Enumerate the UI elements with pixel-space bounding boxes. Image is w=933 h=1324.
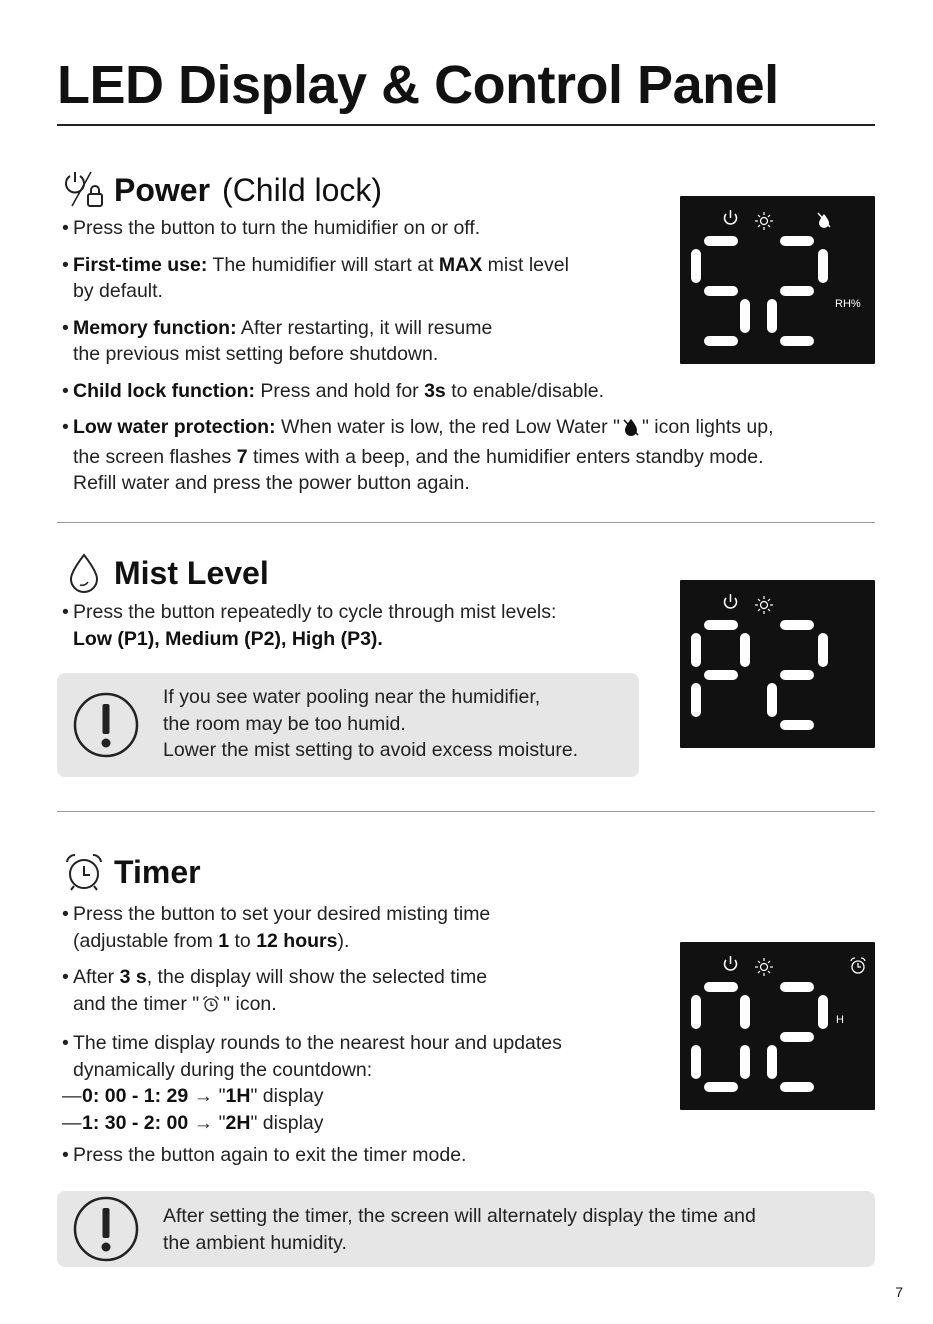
low-water-icon xyxy=(818,213,830,228)
alarm-clock-inline-icon xyxy=(202,994,220,1021)
digit-0 xyxy=(691,982,750,1092)
digit-2 xyxy=(767,620,828,730)
page-title: LED Display & Control Panel xyxy=(57,55,779,115)
mist-note-line-3: Lower the mist setting to avoid excess moisture. xyxy=(163,739,579,761)
display-unit-h: H xyxy=(836,1014,844,1026)
power-bullet-2: • First-time use: The humidifier will start at MAX mist level by default. xyxy=(62,252,892,305)
timer-bullet-1: • Press the button to set your desired misting time (adjustable from 1 to 12 hours). xyxy=(62,901,662,954)
mist-note-line-2: the room may be too humid. xyxy=(163,712,406,735)
mist-bullet-1: • Press the button repeatedly to cycle through mist levels: Low (P1), Medium (P2), High (P3). xyxy=(62,599,662,652)
display-panel-timer xyxy=(680,942,875,1110)
section-divider-1 xyxy=(57,522,875,523)
sun-icon xyxy=(755,958,773,976)
digit-2 xyxy=(767,982,828,1092)
low-water-icon xyxy=(623,417,639,444)
timer-heading xyxy=(62,850,201,894)
warning-icon xyxy=(73,1196,139,1262)
timer-bullets xyxy=(62,901,662,1179)
digit-p xyxy=(691,620,750,717)
power-bullet-4: • Child lock function: Press and hold for 3s to enable/disable. xyxy=(62,378,892,405)
power-bullet-5: • Low water protection: When water is low, the red Low Water " " icon lights up, the screen flashes 7 times with a beep, and the humidifier enters standby mode. Refill water and press the power button again. xyxy=(62,414,892,497)
mist-heading-title: Mist Level xyxy=(114,555,269,591)
power-icon xyxy=(725,210,737,224)
title-divider xyxy=(57,124,875,126)
power-heading-title: Power xyxy=(114,172,211,208)
sun-icon xyxy=(755,596,773,614)
timer-range-1: —0: 00 - 1: 29 → "1H" display xyxy=(62,1085,324,1107)
mist-levels: Low (P1), Medium (P2), High (P3). xyxy=(73,627,383,650)
timer-bullet-3: • The time display rounds to the nearest hour and updates dynamically during the countdown: —0: 00 - 1: 29 → "1H" display —1: 30 - 2: 00 → "2H" display xyxy=(62,1030,662,1136)
digit-2 xyxy=(767,236,828,346)
mist-bullets xyxy=(62,599,662,662)
display-unit-rh: RH% xyxy=(835,298,861,310)
timer-note-line-1: After setting the timer, the screen will alternately display the time and xyxy=(163,1205,756,1227)
timer-heading-title: Timer xyxy=(114,854,201,890)
warning-icon xyxy=(73,692,139,758)
droplet-icon xyxy=(62,551,106,595)
digit-5 xyxy=(691,236,750,346)
page-number: 7 xyxy=(895,1284,903,1300)
mist-note-line-1: If you see water pooling near the humidifier, xyxy=(163,686,541,708)
display-panel-mist xyxy=(680,580,875,748)
mist-note xyxy=(57,673,639,777)
alarm-clock-icon xyxy=(851,958,865,973)
mist-heading xyxy=(62,551,269,595)
power-icon xyxy=(725,594,737,608)
timer-note xyxy=(57,1191,875,1267)
timer-note-line-2: the ambient humidity. xyxy=(163,1231,347,1254)
power-icon xyxy=(725,956,737,970)
power-heading-sub: (Child lock) xyxy=(222,172,383,208)
timer-bullet-2: • After 3 s, the display will show the selected time and the timer " " icon. xyxy=(62,964,662,1020)
display-panel-power xyxy=(680,196,875,364)
section-divider-2 xyxy=(57,811,875,812)
alarm-clock-icon xyxy=(62,850,106,894)
timer-range-2: —1: 30 - 2: 00 → "2H" display xyxy=(62,1111,324,1134)
sun-icon xyxy=(755,212,773,230)
power-heading xyxy=(62,168,382,212)
timer-bullet-4: • Press the button again to exit the timer mode. xyxy=(62,1142,662,1169)
power-bullet-3: • Memory function: After restarting, it will resume the previous mist setting before shutdown. xyxy=(62,315,892,368)
power-bullet-1: • Press the button to turn the humidifier on or off. xyxy=(62,215,892,242)
power-lock-icon xyxy=(62,168,106,212)
